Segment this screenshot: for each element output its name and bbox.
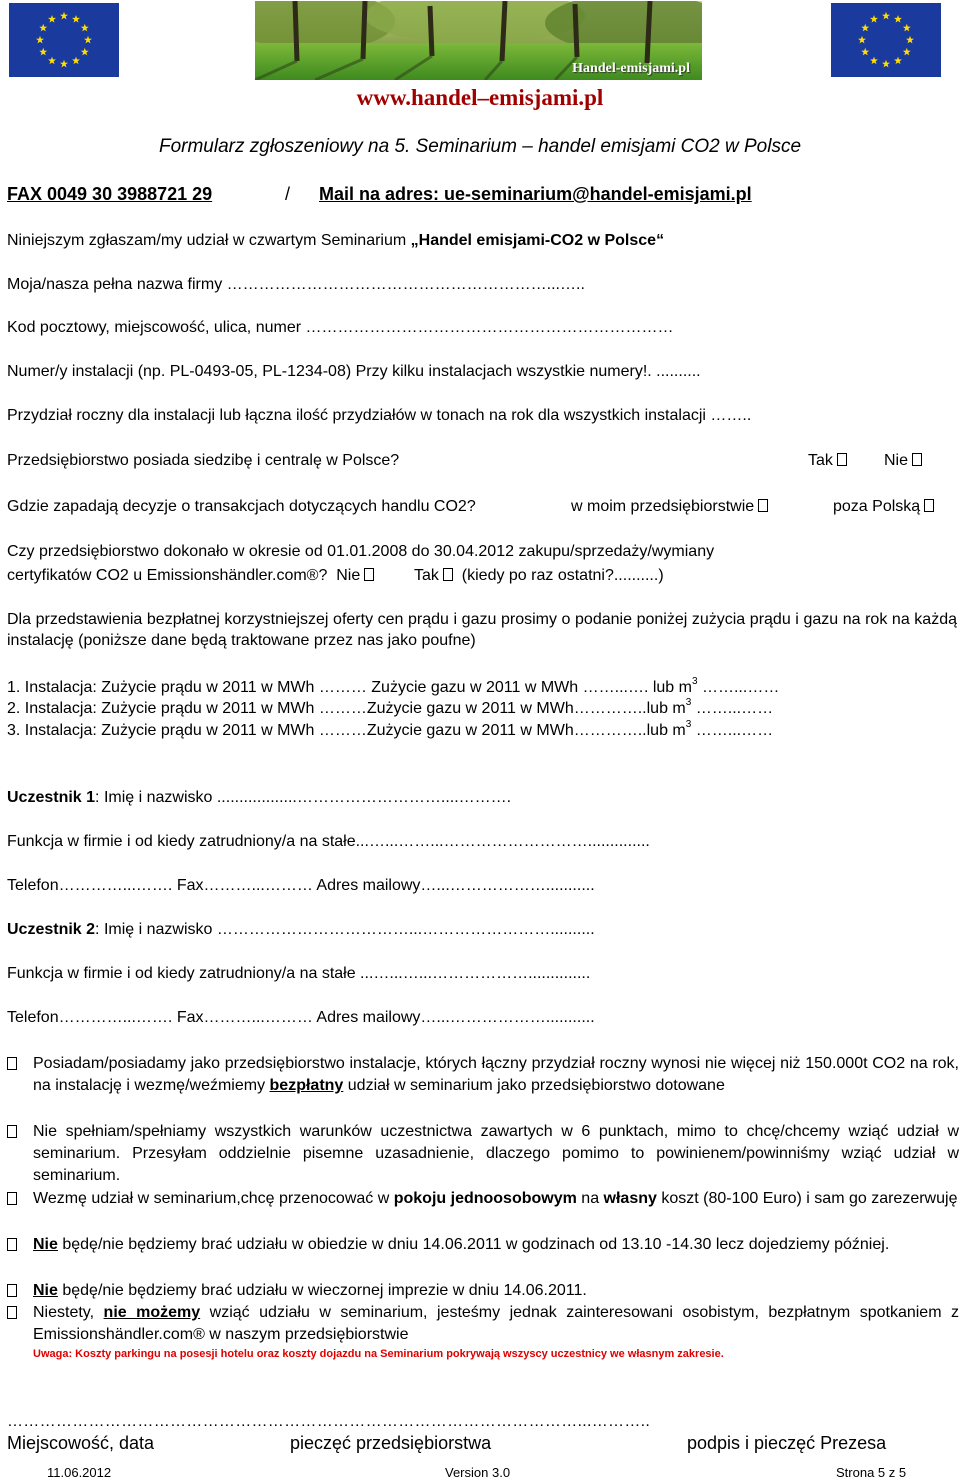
participant-1-name[interactable]: Uczestnik 1: Imię i nazwisko ..................………………………....………. — [7, 789, 512, 806]
purchase-yes-option[interactable]: Tak — [414, 567, 453, 584]
purchase-question-line2: certyfikatów CO2 u Emissionshändler.com®? Nie Tak (kiedy po raz ostatni?..........) — [7, 567, 664, 584]
separator-slash: / — [285, 184, 291, 204]
decision-abroad-checkbox[interactable] — [924, 499, 934, 512]
footer-date: 11.06.2012 — [47, 1465, 112, 1480]
parking-warning: Uwaga: Koszty parkingu na posesji hotelu oraz koszty dojazdu na Seminarium pokrywają wszyscy uczestnicy we własnym zakresie. — [33, 1348, 724, 1360]
fax-number: FAX 0049 30 3988721 29 — [7, 184, 213, 204]
purchase-no-checkbox[interactable] — [364, 568, 374, 581]
option-hotel-room[interactable]: Wezmę udział w seminarium,chcę przenocować w pokoju jednoosobowym na własny koszt (80-100 Euro) i sam go zarezerwuję — [7, 1188, 959, 1210]
form-title: Formularz zgłoszeniowy na 5. Seminarium – handel emisjami CO2 w Polsce — [158, 136, 802, 157]
option-no-lunch-checkbox[interactable] — [7, 1238, 17, 1251]
banner-image — [255, 1, 702, 80]
hq-yes-checkbox[interactable] — [837, 453, 847, 466]
usage-line-1[interactable]: 1. Instalacja: Zużycie prądu w 2011 w MWh ……… Zużycie gazu w 2011 w MWh ……...…. lub $m^3$ ……...…… — [7, 676, 780, 696]
option-justification[interactable]: Nie spełniam/spełniamy wszystkich warunków uczestnictwa zawartych w 6 punktach, mimo to chcę/chcemy wziąć udział w seminarium. Przesyłam oddzielnie pisemne uzasadnienie, dlaczego pomimo to powinienem/powinniśmy wziąć udział w seminarium. — [7, 1121, 959, 1187]
option-no-evening-checkbox[interactable] — [7, 1284, 17, 1297]
participant-2-contact[interactable]: Telefon…………...……. Fax………...……… Adres mailowy…...………………........... — [7, 1009, 595, 1026]
option-no-lunch[interactable]: Nie będę/nie będziemy brać udziału w obiedzie w dniu 14.06.2011 w godzinach od 13.10 -14.30 lecz dojedziemy później. — [7, 1234, 959, 1256]
installation-numbers-field[interactable]: Numer/y instalacji (np. PL-0493-05, PL-1234-08) Przy kilku instalacjach wszystkie numery!. .......... — [7, 363, 701, 380]
decision-company-option[interactable]: w moim przedsiębiorstwie — [571, 497, 768, 516]
intro-line: Niniejszym zgłaszam/my udział w czwartym Seminarium „Handel emisjami-CO2 w Polsce“ — [7, 232, 665, 249]
signature-label: podpis i pieczęć Prezesa — [687, 1433, 887, 1453]
banner-caption: Handel-emisjami.pl — [572, 61, 690, 76]
company-stamp-label: pieczęć przedsiębiorstwa — [290, 1433, 492, 1453]
hq-question: Przedsiębiorstwo posiada siedzibę i centralę w Polsce? — [7, 452, 400, 469]
hq-yes-option[interactable]: Tak — [808, 451, 847, 470]
offer-paragraph: Dla przedstawienia bezpłatnej korzystniejszej oferty cen prądu i gazu prosimy o podanie poniżej zużycia prądu i gazu na rok na każdą instalację (poniższe dane będą traktowane przez nas jako poufne) — [7, 611, 957, 649]
option-cannot-attend-checkbox[interactable] — [7, 1306, 17, 1319]
participant-2-function[interactable]: Funkcja w firmie i od kiedy zatrudniony/a na stałe ...…...…...……………….............. — [7, 965, 591, 982]
allocation-field[interactable]: Przydział roczny dla instalacji lub łączna ilość przydziałów w tonach na rok dla wszystkich instalacji …….. — [7, 407, 752, 424]
option-subsidized-checkbox[interactable] — [7, 1057, 17, 1070]
hq-no-option[interactable]: Nie — [884, 451, 922, 470]
purchase-no-option[interactable]: Nie — [336, 567, 374, 584]
participant-1-function[interactable]: Funkcja w firmie i od kiedy zatrudniony/a na stałe...…...……...……………………….............. — [7, 833, 650, 850]
eu-flag-left — [9, 3, 119, 77]
place-date-label: Miejscowość, data — [7, 1433, 155, 1453]
hq-no-checkbox[interactable] — [912, 453, 922, 466]
purchase-yes-checkbox[interactable] — [443, 568, 453, 581]
decision-company-checkbox[interactable] — [758, 499, 768, 512]
company-name-field[interactable]: Moja/nasza pełna nazwa firmy ……………………………………………………...….. — [7, 276, 585, 293]
participant-1-contact[interactable]: Telefon…………...……. Fax………...……… Adres mailowy…...………………........... — [7, 877, 595, 894]
address-field[interactable]: Kod pocztowy, miejscowość, ulica, numer …………………………………………………………… — [7, 319, 674, 336]
purchase-question: Czy przedsiębiorstwo dokonało w okresie od 01.01.2008 do 30.04.2012 zakupu/sprzedaży/wymiany — [7, 543, 715, 560]
option-justification-checkbox[interactable] — [7, 1125, 17, 1138]
site-url[interactable]: www.handel–emisjami.pl — [356, 85, 604, 110]
footer-page: Strona 5 z 5 — [836, 1465, 907, 1480]
eu-flag-right — [831, 3, 941, 77]
option-hotel-room-checkbox[interactable] — [7, 1192, 17, 1205]
decision-abroad-option[interactable]: poza Polską — [833, 497, 934, 516]
decision-question: Gdzie zapadają decyzje o transakcjach dotyczących handlu CO2? — [7, 498, 476, 515]
usage-line-2[interactable]: 2. Instalacja: Zużycie prądu w 2011 w MWh ………Zużycie gazu w 2011 w MWh…………..lub $m^3$ ……...…… — [7, 697, 774, 717]
footer-version: Version 3.0 — [445, 1465, 511, 1480]
purchase-when-field[interactable]: (kiedy po raz ostatni?..........) — [461, 567, 664, 584]
mail-address[interactable]: Mail na adres: ue-seminarium@handel-emisjami.pl — [319, 184, 752, 204]
participant-2-name[interactable]: Uczestnik 2: Imię i nazwisko ………………………………...…………………….......... — [7, 921, 595, 938]
usage-line-3[interactable]: 3. Instalacja: Zużycie prądu w 2011 w MWh ………Zużycie gazu w 2011 w MWh…………..lub $m^3$ ……...…… — [7, 719, 774, 739]
option-no-evening[interactable]: Nie będę/nie będziemy brać udziału w wieczornej imprezie w dniu 14.06.2011. — [7, 1280, 959, 1302]
option-subsidized[interactable]: Posiadam/posiadamy jako przedsiębiorstwo instalacje, których łączny przydział roczny wynosi nie więcej niż 150.000t CO2 na rok, na instalację i wezmę/weźmiemy bezpłatny udział w seminarium jako przedsiębiorstwo dotowane — [7, 1053, 959, 1097]
option-cannot-attend[interactable]: Niestety, nie możemy wziąć udziału w seminarium, jesteśmy jednak zainteresowani osobistym, bezpłatnym spotkaniem z Emissionshändler.com® w naszym przedsiębiorstwie — [7, 1302, 959, 1346]
signature-dots[interactable]: ……………………………………………………………………………………………...……….. — [7, 1413, 651, 1430]
